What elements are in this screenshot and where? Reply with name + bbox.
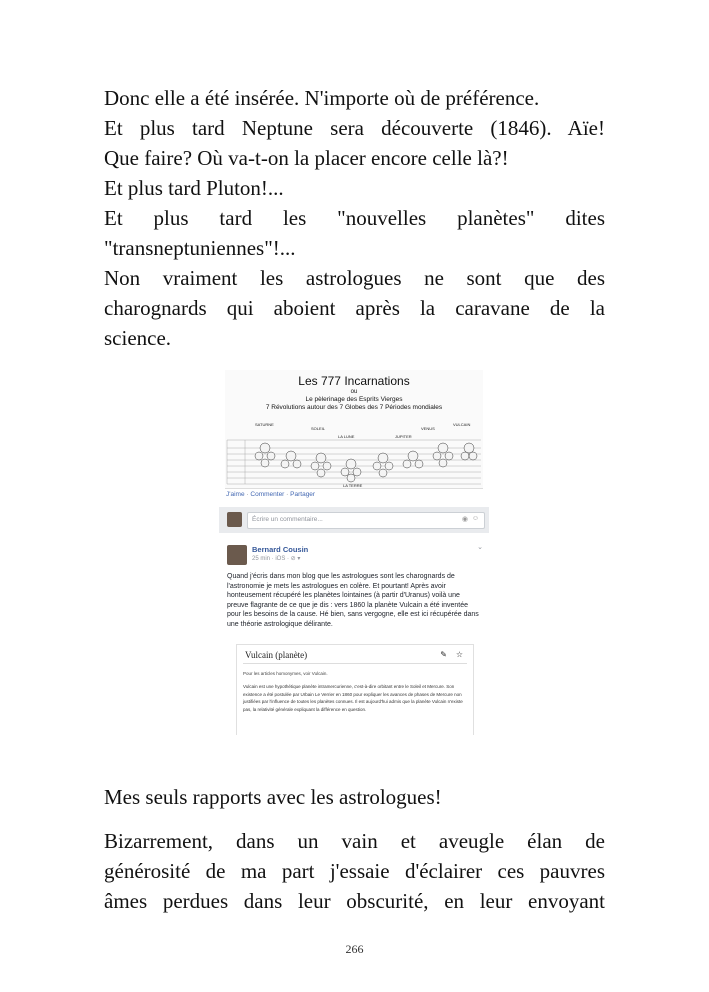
avatar [227,512,242,527]
text-line: Et plus tard Neptune sera découverte (1846). Aïe! [104,116,605,140]
comment-placeholder: Écrire un commentaire... [252,516,323,523]
wiki-title: Vulcain (planète) [245,650,308,660]
diagram-figure [225,418,483,488]
text-line: âmes perdues dans leur obscurité, en leur envoyant [104,889,605,913]
text-line: Que faire? Où va-t-on la placer encore celle là?! [104,146,509,170]
comment-link[interactable]: Commenter [250,491,285,498]
facebook-post [219,540,489,735]
edit-icon[interactable]: ✎ [440,650,447,659]
paragraph-main [104,83,605,353]
text-line: Mes seuls rapports avec les astrologues! [104,785,442,809]
wiki-body: Vulcain est une hypothétique planète intramercurienne, c'est-à-dire orbitant entre le Soleil et Mercure. Son existence a été postulée par Urbain Le Verrier en 1860 pour expliquer les avances de phases de Mercure non justifiées par l'influence de toutes les planètes connues. Il est aujourd'hui admis que la planète Vulcain n'existe pas, la relativité générale expliquant la différence en question. [243,684,463,712]
text-line: Donc elle a été insérée. N'importe où de préférence. [104,86,540,110]
post-meta: 25 min · iOS · ⊘ ▾ [252,556,301,562]
emoji-icon[interactable]: ☺ [471,515,479,522]
text-line: Bizarrement, dans un vain et aveugle élan de [104,829,605,853]
terre-label: LA TERRE [343,483,363,488]
avatar [227,545,247,565]
text-line: Non vraiment les astrologues ne sont que des [104,266,605,290]
text-line: Et plus tard les "nouvelles planètes" dites [104,206,605,230]
comment-input[interactable] [247,512,485,529]
text-line: science. [104,326,172,350]
diagram-ou: ou [350,389,358,395]
post-text: Quand j'écris dans mon blog que les astrologues sont les charognards de l'astronomie je mets les astrologues en colère. Et pourtant! Après avoir honteusement récupéré les planètes lointaines (à partir d'Uranus) voilà une preuve flagrante de ce que je dis : vers 1860 la planète Vulcain a été inventée pour les besoins de la cause. Hé bien, sans vergogne, elle est ici récupérée dans une théorie astrologique délirante. [227,573,479,628]
text-line: générosité de ma part j'essaie d'éclairer ces pauvres [104,859,605,883]
diagram-title: Les 777 Incarnations [298,374,410,388]
wikipedia-card[interactable] [236,644,474,735]
text-line: "transneptuniennes"!... [104,236,296,260]
paragraph-closing [104,826,605,916]
divider [243,663,467,664]
period-label: JUPITER [395,434,412,439]
incarnations-diagram [225,370,483,489]
camera-icon[interactable]: ◉ [461,516,468,523]
paragraph-heading [104,782,605,812]
text-line: charognards qui aboient après la caravane de la [104,296,605,320]
post-actions: J'aime · Commenter · Partager [226,491,316,498]
embedded-screenshot [219,368,489,735]
post-author[interactable]: Bernard Cousin [252,545,309,554]
chevron-down-icon[interactable]: ⌄ [477,544,483,551]
period-label: LA LUNE [338,434,355,439]
star-icon[interactable]: ☆ [455,650,463,659]
wiki-hatnote: Pour les articles homonymes, voir Vulcain. [243,671,328,676]
period-label: VENUS [421,426,435,431]
comment-row [219,507,489,533]
like-link[interactable]: J'aime [226,491,245,498]
diagram-subtitle: Le pèlerinage des Esprits Vierges [305,396,403,403]
period-label: VULCAIN [453,422,471,427]
page-number: 266 [345,942,364,956]
text-line: Et plus tard Pluton!... [104,176,284,200]
period-label: SOLEIL [311,426,326,431]
diagram-subtitle: 7 Révolutions autour des 7 Globes des 7 Périodes mondiales [265,404,443,411]
share-link[interactable]: Partager [290,491,316,498]
period-label: SATURNE [255,422,274,427]
